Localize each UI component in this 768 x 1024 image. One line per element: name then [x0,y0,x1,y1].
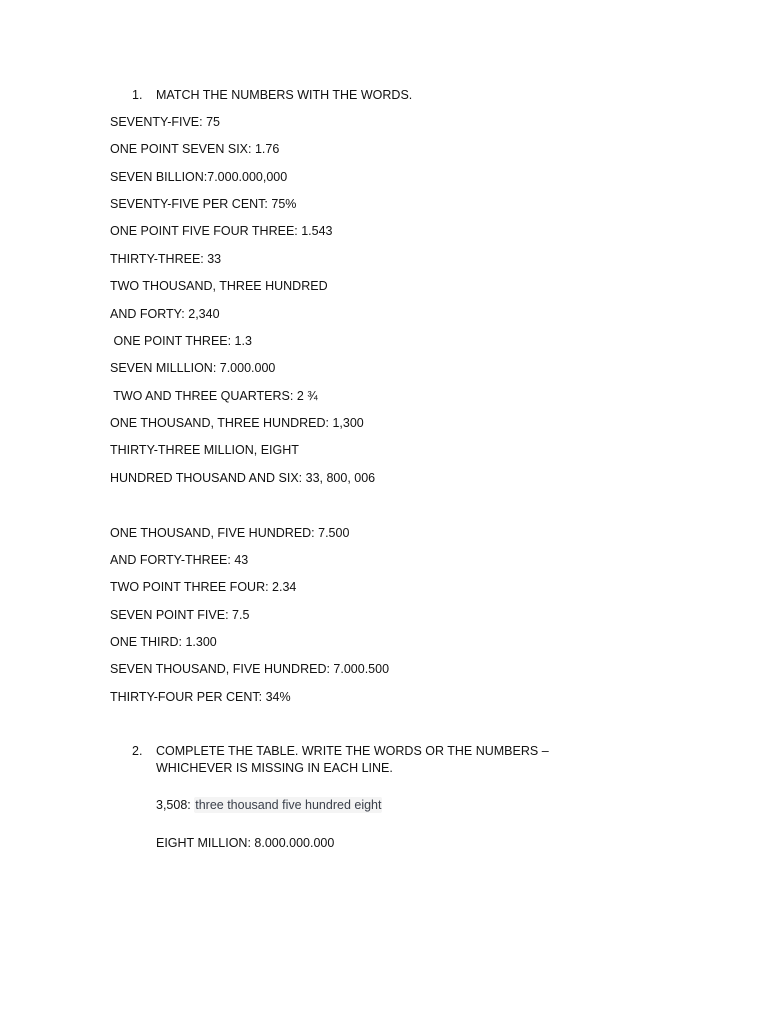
match-line: ONE POINT THREE: 1.3 [110,334,252,348]
match-line: TWO AND THREE QUARTERS: 2 ¾ [110,389,318,403]
match-line: TWO POINT THREE FOUR: 2.34 [110,580,297,594]
match-line: ONE THIRD: 1.300 [110,635,217,649]
match-line: THIRTY-THREE: 33 [110,252,222,266]
match-line: ONE POINT SEVEN SIX: 1.76 [110,142,280,156]
match-line: AND FORTY-THREE: 43 [110,553,249,567]
match-line: SEVEN THOUSAND, FIVE HUNDRED: 7.000.500 [110,662,390,676]
answer-text: three thousand five hundred eight [195,798,382,812]
match-line: SEVEN POINT FIVE: 7.5 [110,608,250,622]
table-line-1 [156,797,382,813]
table-line-1-number: 3,508: [156,798,195,812]
match-line: TWO THOUSAND, THREE HUNDRED [110,279,328,293]
match-line: SEVEN BILLION:7.000.000,000 [110,170,288,184]
section-2-heading: COMPLETE THE TABLE. WRITE THE WORDS OR THE NUMBERS – WHICHEVER IS MISSING IN EACH LINE. [156,744,549,775]
match-line: ONE POINT FIVE FOUR THREE: 1.543 [110,224,333,238]
section-1-heading: MATCH THE NUMBERS WITH THE WORDS. [156,88,413,102]
match-line: SEVENTY-FIVE: 75 [110,115,220,129]
match-line: THIRTY-THREE MILLION, EIGHT [110,443,299,457]
table-line-2: EIGHT MILLION: 8.000.000.000 [156,836,335,850]
match-line: THIRTY-FOUR PER CENT: 34% [110,690,291,704]
match-line: HUNDRED THOUSAND AND SIX: 33, 800, 006 [110,471,376,485]
match-line: SEVENTY-FIVE PER CENT: 75% [110,197,297,211]
section-1-number: 1. [132,88,143,102]
match-line: ONE THOUSAND, FIVE HUNDRED: 7.500 [110,526,350,540]
match-line: SEVEN MILLLION: 7.000.000 [110,361,276,375]
match-line: AND FORTY: 2,340 [110,307,220,321]
section-2-number: 2. [132,744,143,758]
match-line: ONE THOUSAND, THREE HUNDRED: 1,300 [110,416,364,430]
